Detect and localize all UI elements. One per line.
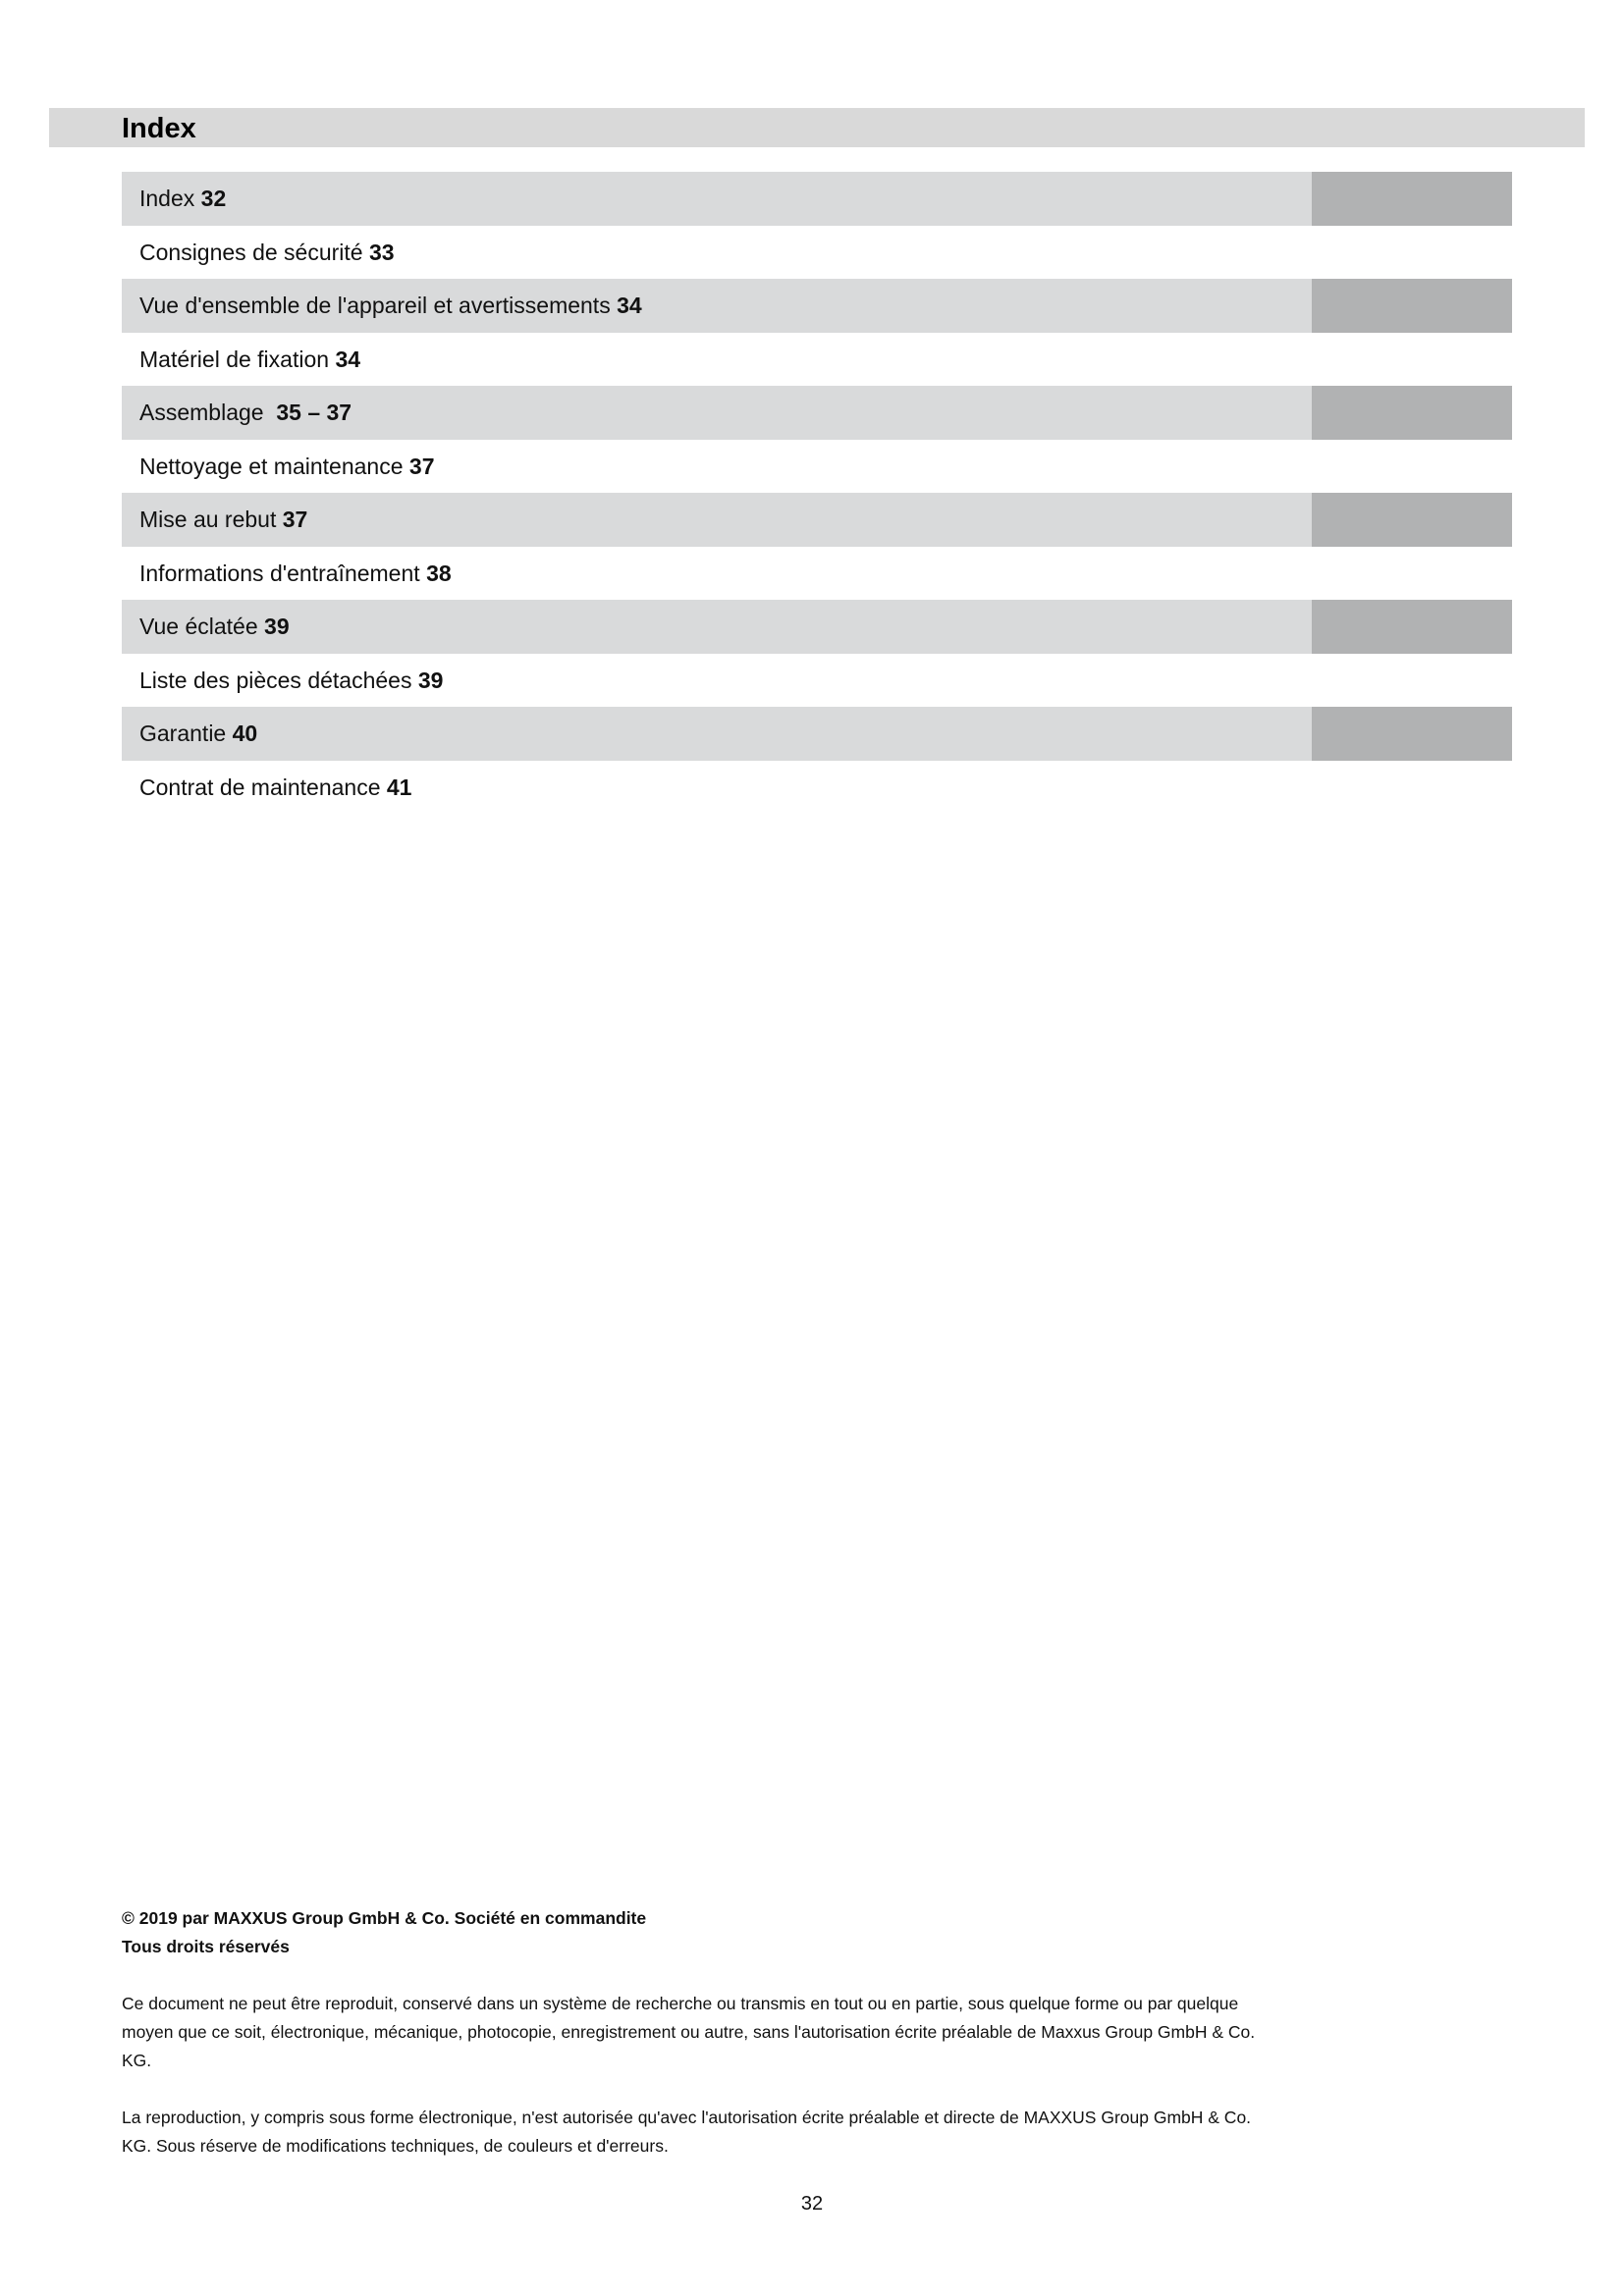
toc-entry-label bbox=[122, 292, 642, 319]
toc-entry-index[interactable] bbox=[122, 172, 1512, 226]
toc-entry-label bbox=[122, 774, 411, 801]
toc-entry-cleaning[interactable] bbox=[122, 440, 1512, 494]
copyright-line: © 2019 par MAXXUS Group GmbH & Co. Société en commandite bbox=[122, 1908, 647, 1928]
legal-footer bbox=[122, 1904, 1280, 2161]
toc-entry-label bbox=[122, 667, 443, 694]
toc-entry-title: Assemblage bbox=[139, 400, 277, 426]
toc-entry-label bbox=[122, 185, 226, 212]
page-number: 32 bbox=[800, 2193, 824, 2215]
toc-entry-page: 39 bbox=[264, 614, 290, 640]
toc-entry-title: Matériel de fixation bbox=[139, 346, 336, 372]
toc-entry-page: 33 bbox=[368, 239, 395, 265]
toc-entry-training[interactable] bbox=[122, 547, 1512, 601]
toc-entry-title: Vue éclatée bbox=[139, 614, 265, 640]
toc-entry-page: 34 bbox=[335, 346, 361, 372]
toc-entry-title: Garantie bbox=[139, 721, 233, 747]
toc-entry-page: 37 bbox=[282, 507, 308, 533]
footer-spacer bbox=[122, 2075, 1280, 2104]
toc-entry-page: 40 bbox=[232, 721, 258, 747]
toc-entry-title: Contrat de maintenance bbox=[139, 774, 387, 800]
toc-tab-marker bbox=[1312, 386, 1512, 440]
table-of-contents bbox=[122, 172, 1512, 814]
toc-tab-marker bbox=[1312, 172, 1512, 226]
toc-entry-parts-list[interactable] bbox=[122, 654, 1512, 708]
rights-reserved-line: Tous droits réservés bbox=[122, 1937, 290, 1956]
toc-entry-title: Vue d'ensemble de l'appareil et avertissements bbox=[139, 293, 618, 319]
toc-tab-marker bbox=[1312, 493, 1512, 547]
toc-entry-page: 37 bbox=[408, 453, 435, 479]
section-title: Index bbox=[122, 113, 196, 144]
toc-entry-hardware[interactable] bbox=[122, 333, 1512, 387]
toc-entry-page: 39 bbox=[417, 667, 444, 693]
toc-entry-label bbox=[122, 720, 257, 747]
toc-entry-disposal[interactable] bbox=[122, 493, 1512, 547]
toc-entry-page: 41 bbox=[386, 774, 412, 800]
toc-tab-marker bbox=[1312, 279, 1512, 333]
toc-entry-title: Nettoyage et maintenance bbox=[139, 453, 409, 479]
toc-entry-label bbox=[122, 239, 395, 266]
toc-entry-page: 32 bbox=[200, 186, 227, 212]
toc-entry-label bbox=[122, 453, 435, 480]
toc-entry-label bbox=[122, 399, 352, 426]
toc-entry-title: Informations d'entraînement bbox=[139, 560, 427, 586]
toc-entry-title: Mise au rebut bbox=[139, 507, 283, 533]
electronic-reproduction-notice: La reproduction, y compris sous forme électronique, n'est autorisée qu'avec l'autorisation écrite préalable et directe de MAXXUS Group GmbH & Co. KG. Sous réserve de modifications techniques, de couleurs et d'erreurs. bbox=[122, 2108, 1252, 2156]
toc-entry-page: 38 bbox=[426, 560, 452, 586]
toc-entry-exploded-view[interactable] bbox=[122, 600, 1512, 654]
toc-tab-marker bbox=[1312, 707, 1512, 761]
toc-entry-warranty[interactable] bbox=[122, 707, 1512, 761]
toc-entry-label bbox=[122, 346, 360, 373]
toc-entry-title: Consignes de sécurité bbox=[139, 239, 369, 265]
toc-entry-label bbox=[122, 506, 307, 533]
toc-entry-title: Index bbox=[139, 186, 201, 212]
toc-entry-page: 34 bbox=[617, 293, 642, 319]
toc-entry-maintenance-contract[interactable] bbox=[122, 761, 1512, 815]
reproduction-notice: Ce document ne peut être reproduit, conservé dans un système de recherche ou transmis en tout ou en partie, sous quelque forme ou par quelque moyen que ce soit, électronique, mécanique, photocopie, enregistrement ou autre, sans l'autorisation écrite préalable de Maxxus Group GmbH & Co. KG. bbox=[122, 1994, 1256, 2070]
toc-tab-marker bbox=[1312, 600, 1512, 654]
footer-spacer bbox=[122, 1961, 1280, 1990]
toc-entry-page: 35 – 37 bbox=[276, 400, 352, 426]
toc-entry-overview[interactable] bbox=[122, 279, 1512, 333]
section-header-bar bbox=[49, 108, 1585, 147]
toc-entry-title: Liste des pièces détachées bbox=[139, 667, 418, 693]
toc-entry-label bbox=[122, 613, 290, 640]
toc-entry-label bbox=[122, 560, 452, 587]
toc-entry-safety[interactable] bbox=[122, 226, 1512, 280]
toc-entry-assembly[interactable] bbox=[122, 386, 1512, 440]
